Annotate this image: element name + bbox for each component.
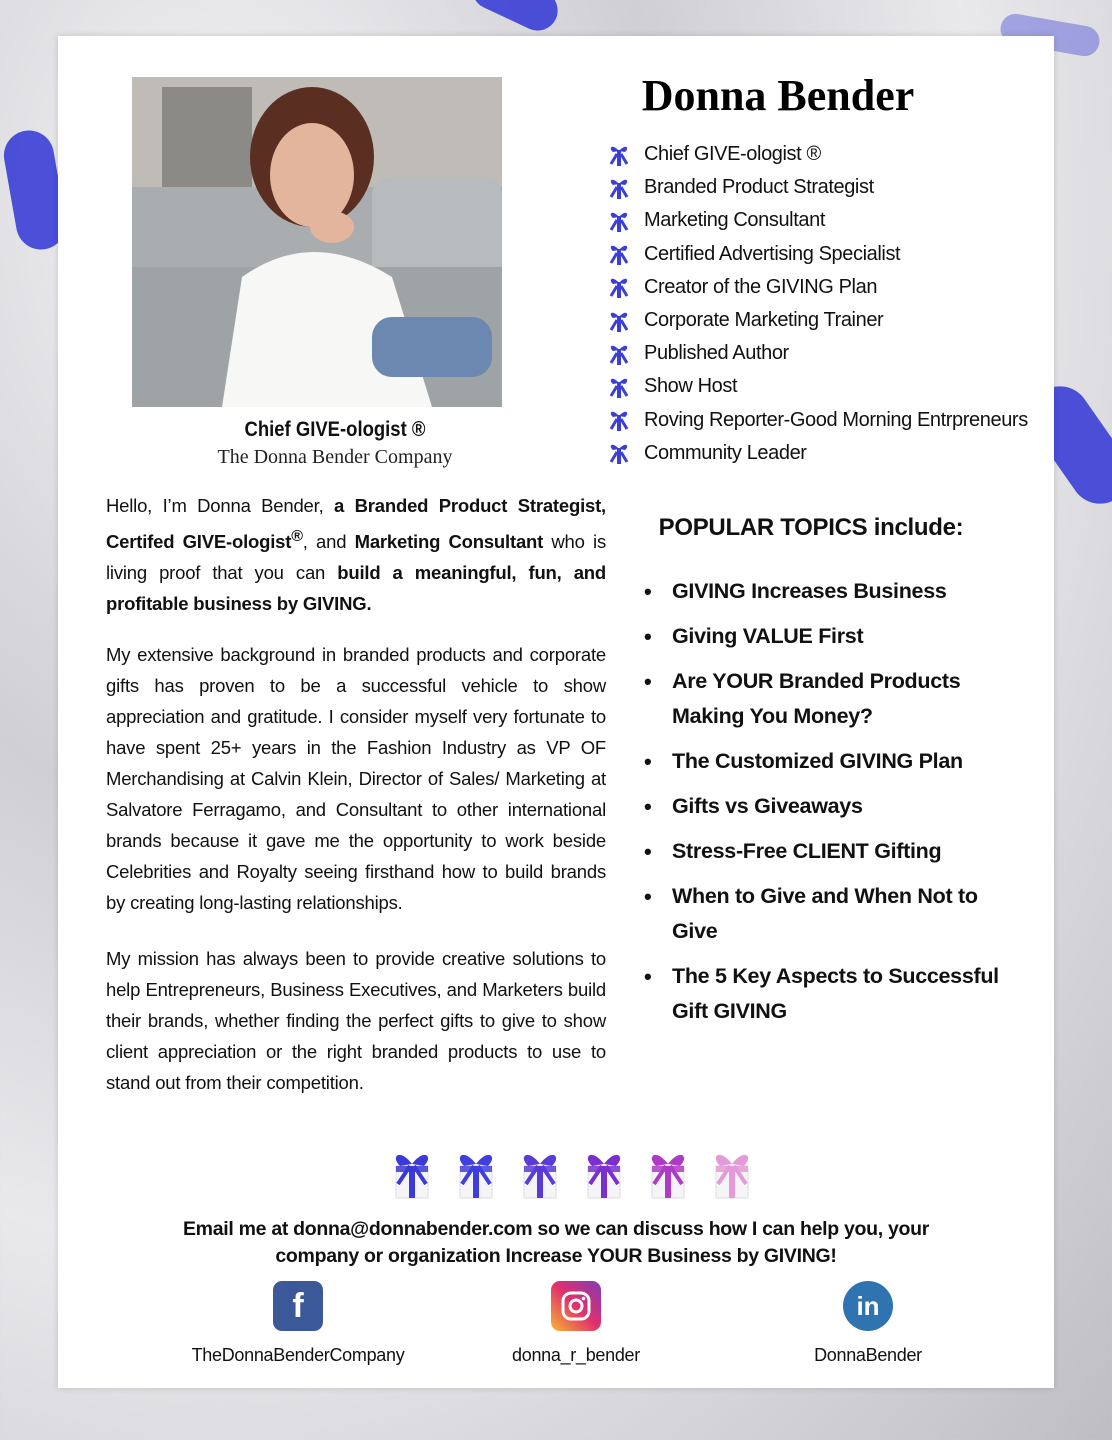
facebook-link[interactable]: f TheDonnaBenderCompany — [178, 1281, 418, 1366]
title-item: Branded Product Strategist — [606, 171, 1028, 204]
title-item: Roving Reporter-Good Morning Entrpreneurs — [606, 404, 1028, 437]
gift-bow-icon — [606, 208, 632, 234]
background-ribbon — [466, 0, 564, 37]
contact-cta: Email me at donna@donnabender.com so we can discuss how I can help you, your company or organization Increase YOUR Business by GIVING! — [182, 1218, 930, 1267]
gift-bow-icon — [606, 241, 632, 267]
gift-box-icon — [706, 1144, 758, 1200]
title-item: Chief GIVE-ologist ® — [606, 138, 1028, 171]
topic-item: • Gifts vs Giveaways — [638, 789, 1008, 824]
instagram-link[interactable]: donna_r_bender — [476, 1281, 676, 1366]
gift-bow-icon — [606, 440, 632, 466]
gift-bow-icon — [606, 274, 632, 300]
title-item: Published Author — [606, 337, 1028, 370]
topic-item: • GIVING Increases Business — [638, 574, 1008, 609]
intro-paragraph-1: Hello, I’m Donna Bender, a Branded Product Strategist, Certifed GIVE-ologist®, and Marketing Consultant who is living proof that you can build a meaningful, fun, and profitable business by GIVING. — [106, 495, 607, 615]
gift-row — [386, 1144, 758, 1200]
title-item: Certified Advertising Specialist — [606, 238, 1028, 271]
title-item: Show Host — [606, 370, 1028, 403]
gift-bow-icon — [606, 407, 632, 433]
title-item: Marketing Consultant — [606, 204, 1028, 237]
gift-box-icon — [578, 1144, 630, 1200]
intro-text — [106, 490, 606, 1098]
topic-item: • The Customized GIVING Plan — [638, 744, 1008, 779]
topic-item: • Giving VALUE First — [638, 619, 1008, 654]
topic-item: • The 5 Key Aspects to Successful Gift GIVING — [638, 959, 1008, 1029]
gift-box-icon — [642, 1144, 694, 1200]
gift-bow-icon — [606, 175, 632, 201]
gift-bow-icon — [606, 142, 632, 168]
gift-bow-icon — [606, 308, 632, 334]
bio-page — [58, 36, 1054, 1388]
topic-item: • Stress-Free CLIENT Gifting — [638, 834, 1008, 869]
facebook-icon: f — [273, 1281, 323, 1331]
linkedin-icon: in — [843, 1281, 893, 1331]
gift-bow-icon — [606, 374, 632, 400]
topic-item: • When to Give and When Not to Give — [638, 879, 1008, 949]
linkedin-link[interactable]: in DonnaBender — [768, 1281, 968, 1366]
caption-company: The Donna Bender Company — [217, 446, 453, 468]
title-item: Corporate Marketing Trainer — [606, 304, 1028, 337]
page-title: Donna Bender — [641, 71, 915, 120]
title-item: Community Leader — [606, 437, 1028, 470]
topic-item: • Are YOUR Branded Products Making You Money? — [638, 664, 1008, 734]
intro-paragraph-3: My mission has always been to provide creative solutions to help Entrepreneurs, Business Executives, and Marketers build their brands, whether finding the perfect gifts to give to show client appreciation or the right branded products to use to stand out from their competition. — [106, 948, 606, 1094]
gift-box-icon — [450, 1144, 502, 1200]
caption-title: Chief GIVE-ologist ® — [244, 418, 426, 441]
title-list — [606, 138, 1028, 470]
gift-box-icon — [386, 1144, 438, 1200]
intro-paragraph-2: My extensive background in branded products and corporate gifts has proven to be a successful vehicle to show appreciation and gratitude. I consider myself very fortunate to have spent 25+ years in the Fashion Industry as VP OF Merchandising at Calvin Klein, Director of Sales/ Marketing at Salvatore Ferragamo, and Consultant to other international brands because it gave me the opportunity to work beside Celebrities and Royalty seeing firsthand how to build brands by creating long-lasting relationships. — [106, 644, 606, 914]
portrait-photo — [132, 77, 502, 407]
gift-box-icon — [514, 1144, 566, 1200]
topics-list — [638, 574, 1008, 1039]
gift-bow-icon — [606, 341, 632, 367]
title-item: Creator of the GIVING Plan — [606, 271, 1028, 304]
topics-heading: POPULAR TOPICS include: — [658, 514, 964, 541]
instagram-icon — [551, 1281, 601, 1331]
